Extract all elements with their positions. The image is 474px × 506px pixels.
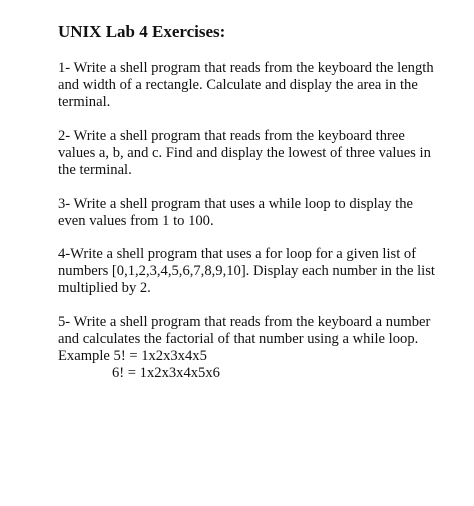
exercise-1 [58, 60, 458, 111]
document-title: UNIX Lab 4 Exercises: [58, 22, 226, 41]
exercise-4-line-1: 4-Write a shell program that uses a for loop for a given list of [58, 246, 417, 262]
exercise-2-line-3: the terminal. [58, 162, 132, 178]
exercise-5-line-2: and calculates the factorial of that number using a while loop. [58, 331, 419, 347]
exercise-2-line-2: values a, b, and c. Find and display the lowest of three values in [58, 145, 431, 161]
exercise-5-line-1: 5- Write a shell program that reads from the keyboard a number [58, 314, 431, 330]
exercise-4-line-2: numbers [0,1,2,3,4,5,6,7,8,9,10]. Display each number in the list [58, 263, 435, 279]
exercise-4 [58, 246, 458, 297]
exercise-3-line-2: even values from 1 to 100. [58, 213, 214, 229]
exercise-5-line-3: Example 5! = 1x2x3x4x5 [58, 348, 207, 364]
exercise-2 [58, 128, 458, 179]
exercise-1-line-1: 1- Write a shell program that reads from the keyboard the length [58, 60, 434, 76]
exercise-5 [58, 314, 458, 382]
exercise-2-line-1: 2- Write a shell program that reads from the keyboard three [58, 128, 405, 144]
exercise-3-line-1: 3- Write a shell program that uses a while loop to display the [58, 196, 413, 212]
exercise-3 [58, 196, 458, 230]
exercise-5-line-4: 6! = 1x2x3x4x5x6 [112, 365, 220, 381]
exercise-1-line-2: and width of a rectangle. Calculate and display the area in the [58, 77, 418, 93]
exercise-1-line-3: terminal. [58, 94, 111, 110]
exercise-4-line-3: multiplied by 2. [58, 280, 151, 296]
